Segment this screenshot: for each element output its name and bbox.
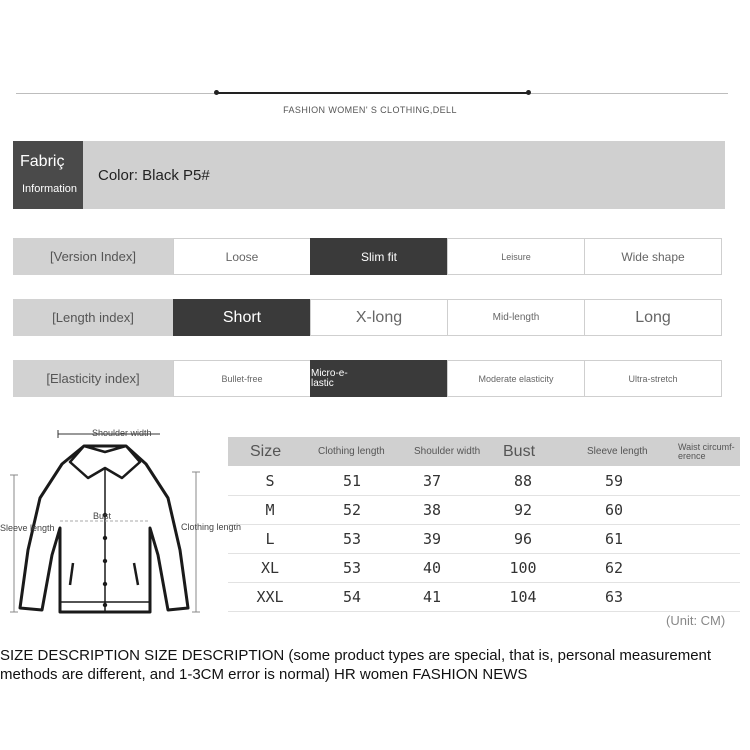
cell-size: XXL [256, 587, 284, 606]
cell-clothing-length: 53 [342, 529, 362, 548]
cell-shoulder-width: 38 [422, 500, 442, 519]
index-option: Moderate elasticity [447, 360, 585, 397]
cell-sleeve-length: 61 [604, 529, 624, 548]
cell-waist [678, 524, 728, 553]
version-index-row [13, 238, 725, 275]
index-option: Mid-length [447, 299, 585, 336]
cell-sleeve-length: 62 [604, 558, 624, 577]
index-option: Long [584, 299, 722, 336]
table-row [228, 466, 740, 496]
jacket-diagram [0, 420, 228, 620]
fabric-title: Fabriç [20, 153, 65, 170]
cell-bust: 88 [513, 471, 533, 490]
cell-shoulder-width: 37 [422, 471, 442, 490]
index-option: Leisure [447, 238, 585, 275]
cell-sleeve-length: 60 [604, 500, 624, 519]
cell-clothing-length: 51 [342, 471, 362, 490]
size-table-header [228, 437, 740, 466]
header-bust: Bust [503, 442, 536, 460]
unit-label: (Unit: CM) [666, 613, 726, 628]
cell-waist [678, 466, 728, 495]
length-index-row [13, 299, 725, 336]
index-option: Loose [173, 238, 311, 275]
cell-waist [678, 495, 728, 524]
cell-bust: 100 [509, 558, 537, 577]
cell-clothing-length: 53 [342, 558, 362, 577]
cell-bust: 92 [513, 500, 533, 519]
brand-line: FASHION WOMEN' S CLOTHING,DELL [283, 105, 457, 115]
fabric-subtitle: Information [22, 183, 78, 195]
cell-shoulder-width: 40 [422, 558, 442, 577]
header-shoulder-width: Shoulder width [414, 446, 481, 457]
cell-size: S [265, 471, 275, 490]
sleeve-length-label: Sleeve length [0, 523, 55, 533]
header-waist: Waist circumf- erence [678, 441, 735, 461]
index-label: [Elasticity index] [13, 360, 173, 397]
fabric-color: Color: Black P5# [98, 167, 210, 184]
index-label: [Length index] [13, 299, 173, 336]
header-size: Size [250, 442, 282, 460]
table-row [228, 553, 740, 583]
cell-size: M [265, 500, 275, 519]
cell-clothing-length: 54 [342, 587, 362, 606]
header-clothing-length: Clothing length [318, 446, 385, 457]
index-option: X-long [310, 299, 448, 336]
index-label: [Version Index] [13, 238, 173, 275]
size-description: SIZE DESCRIPTION SIZE DESCRIPTION (some product types are special, that is, personal measurement methods are different, and 1-3CM error is normal) HR women FASHION NEWS [0, 647, 712, 683]
table-row [228, 582, 740, 612]
bust-label: Bust [93, 511, 112, 521]
cell-waist [678, 553, 728, 582]
fabric-tag [13, 141, 83, 209]
shoulder-width-label: Shoulder width [92, 428, 152, 438]
table-row [228, 495, 740, 525]
cell-bust: 96 [513, 529, 533, 548]
index-option: Wide shape [584, 238, 722, 275]
index-option: Ultra-stretch [584, 360, 722, 397]
table-row [228, 524, 740, 554]
elasticity-index-row [13, 360, 725, 397]
fabric-info-bar [13, 141, 725, 209]
cell-sleeve-length: 63 [604, 587, 624, 606]
header-rule-dot-left [214, 90, 219, 95]
cell-size: L [265, 529, 275, 548]
cell-shoulder-width: 39 [422, 529, 442, 548]
cell-bust: 104 [509, 587, 537, 606]
header-rule-accent [217, 92, 529, 94]
cell-shoulder-width: 41 [422, 587, 442, 606]
cell-waist [678, 582, 728, 611]
cell-clothing-length: 52 [342, 500, 362, 519]
index-option: Bullet-free [173, 360, 311, 397]
header-sleeve-length: Sleeve length [587, 446, 648, 457]
cell-size: XL [260, 558, 280, 577]
index-option: Micro-e- lastic [310, 360, 448, 397]
header-rule-dot-right [526, 90, 531, 95]
index-option: Slim fit [310, 238, 448, 275]
clothing-length-label: Clothing length [181, 522, 242, 532]
index-option: Short [173, 299, 311, 336]
cell-sleeve-length: 59 [604, 471, 624, 490]
